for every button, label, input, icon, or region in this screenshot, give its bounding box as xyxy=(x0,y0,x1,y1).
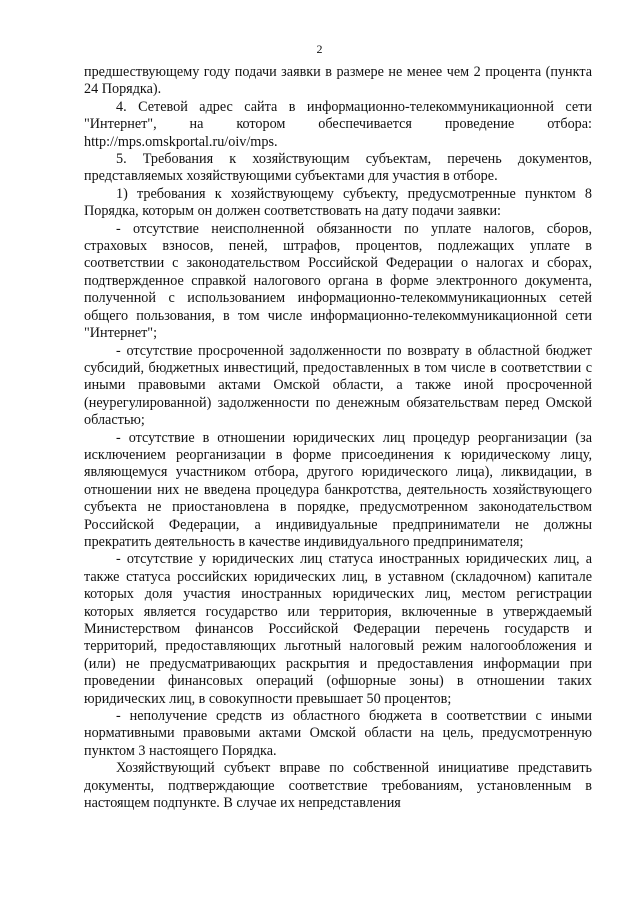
requirement-reorganization: - отсутствие в отношении юридических лиц процедур реорганизации (за исключением реорганизации в форме присоединения к юридическому лицу, являющемуся участником отбора, другого юридического лица), ликвидации, в отношении них не введена процедура банкротства, деятельность хозяйствующего субъекта не приостановлена в порядке, предусмотренном законодательством Российской Федерации, а индивидуальные предприниматели не должны прекратить деятельность в качестве индивидуального предпринимателя; xyxy=(84,429,592,550)
paragraph-own-initiative: Хозяйствующий субъект вправе по собственной инициативе представить документы, подтверждающие соответствие требованиям, установленным в настоящем подпункте. В случае их непредставления xyxy=(84,760,592,812)
page-number: 2 xyxy=(316,42,323,56)
paragraph-item-5: 5. Требования к хозяйствующим субъектам, перечень документов, представляемых хозяйствующими субъектами для участия в отборе. xyxy=(84,151,592,185)
requirement-debts: - отсутствие просроченной задолженности по возврату в областной бюджет субсидий, бюджетных инвестиций, предоставленных в том числе в соответствии с иными правовыми актами Омской области, а также иной просроченной (неурегулированной) задолженности по денежным обязательствам перед Омской областью; xyxy=(84,342,592,429)
paragraph-item-4: 4. Сетевой адрес сайта в информационно-телекоммуникационной сети "Интернет", на котором обеспечивается проведение отбора: http://mps.omskportal.ru/oiv/mps. xyxy=(84,98,592,150)
paragraph-subitem-1: 1) требования к хозяйствующему субъекту, предусмотренные пунктом 8 Порядка, которым он должен соответствовать на дату подачи заявки: xyxy=(84,185,592,220)
paragraph-continuation: предшествующему году подачи заявки в размере не менее чем 2 процента (пункта 24 Порядка). xyxy=(84,64,592,98)
requirement-foreign-status: - отсутствие у юридических лиц статуса иностранных юридических лиц, а также статуса российских юридических лиц, в уставном (складочном) капитале которых доля участия иностранных юридических лиц, местом регистрации которых является государство или территория, включенные в утверждаемый Министерством финансов Российской Федерации перечень государств и территорий, предоставляющих льготный налоговый режим налогообложения и (или) не предусматривающих раскрытия и предоставления информации при проведении финансовых операций (офшорные зоны) в отношении таких юридических лиц, в совокупности превышает 50 процентов; xyxy=(84,551,592,707)
document-body xyxy=(84,64,592,812)
requirement-taxes: - отсутствие неисполненной обязанности по уплате налогов, сборов, страховых взносов, пеней, штрафов, процентов, подлежащих уплате в соответствии с законодательством Российской Федерации о налогах и сборах, подтвержденное справкой налогового органа в форме электронного документа, полученной с использованием информационно-телекоммуникационных сетей общего пользования, в том числе информационно-телекоммуникационной сети "Интернет"; xyxy=(84,220,592,342)
requirement-no-other-funds: - неполучение средств из областного бюджета в соответствии с иными нормативными правовыми актами Омской области на цель, предусмотренную пунктом 3 настоящего Порядка. xyxy=(84,708,592,759)
